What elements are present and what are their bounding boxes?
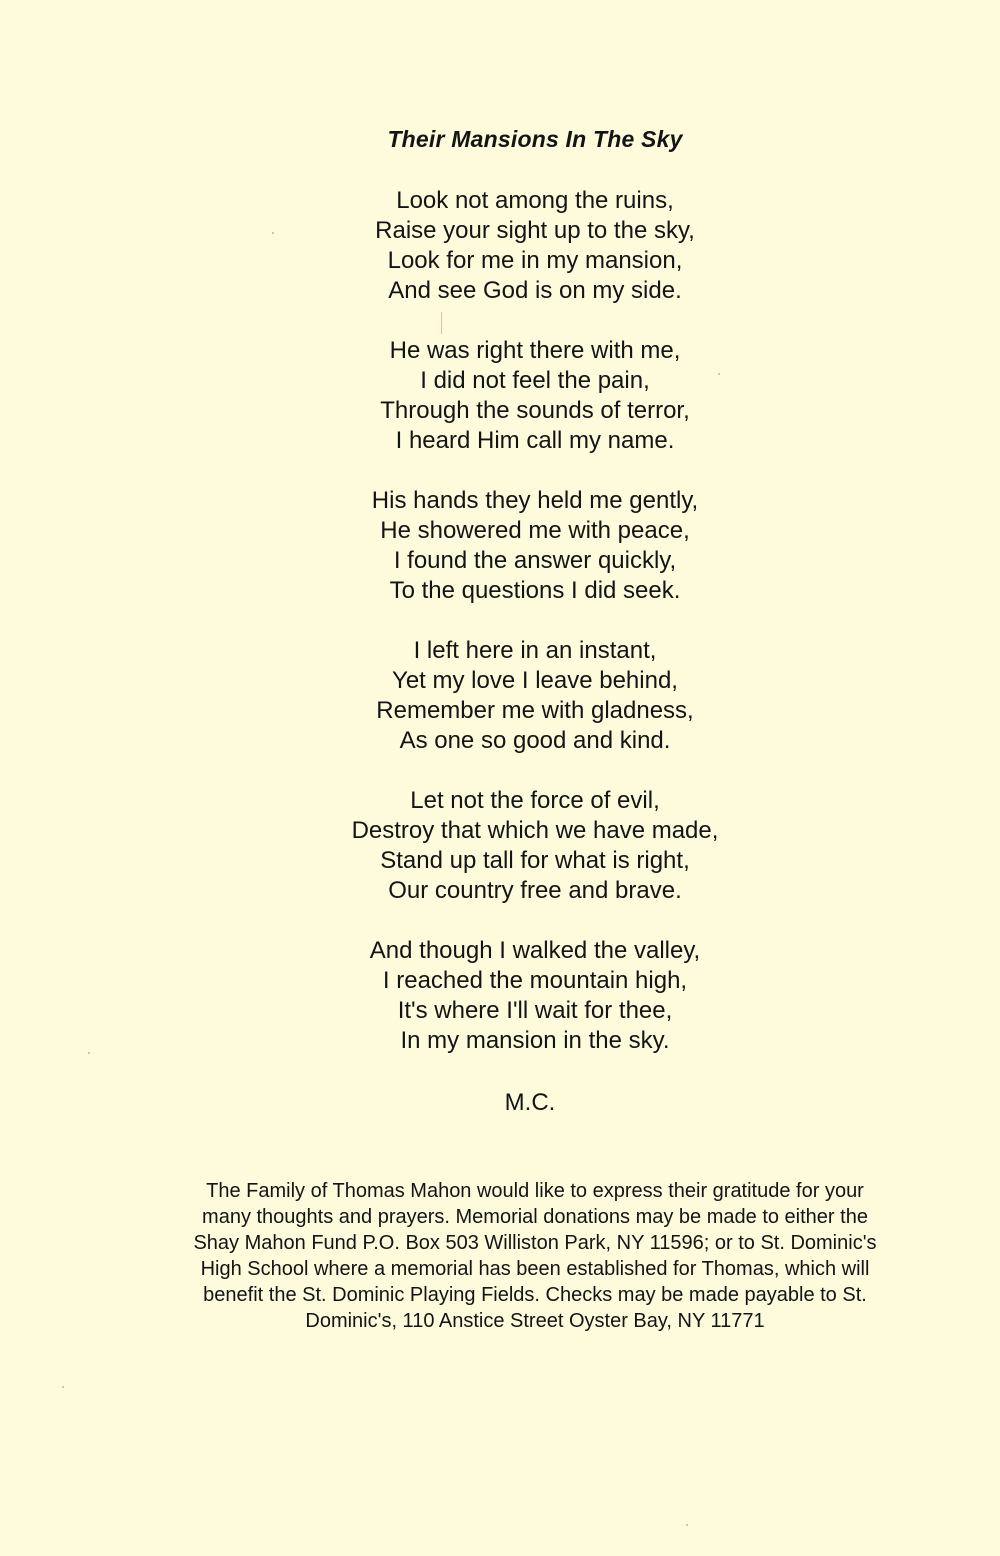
poem-line: I left here in an instant, [413, 637, 657, 664]
family-notice [100, 1178, 970, 1334]
poem-line: I did not feel the pain, [420, 367, 650, 394]
notice-line: High School where a memorial has been established for Thomas, which will [200, 1258, 870, 1280]
poem-line: Destroy that which we have made, [351, 817, 719, 844]
poem-stanza [0, 336, 1000, 456]
poem-stanza [0, 636, 1000, 756]
poem-line: Let not the force of evil, [410, 787, 660, 814]
poem-line: Look not among the ruins, [396, 187, 674, 214]
notice-line: The Family of Thomas Mahon would like to express their gratitude for your [206, 1180, 864, 1202]
paper-speck [62, 1386, 64, 1388]
notice-line: Shay Mahon Fund P.O. Box 503 Williston Park, NY 11596; or to St. Dominic's [193, 1232, 877, 1254]
poem-line: And though I walked the valley, [369, 937, 701, 964]
paper-speck [88, 1052, 90, 1054]
poem-stanza [0, 786, 1000, 906]
poem-line: He showered me with peace, [380, 517, 690, 544]
poem-line: I heard Him call my name. [395, 427, 675, 454]
poem-line: And see God is on my side. [388, 277, 682, 304]
pen-mark [441, 312, 442, 334]
poem-line: His hands they held me gently, [371, 487, 699, 514]
poem-line: Remember me with gladness, [376, 697, 694, 724]
poem-line: Stand up tall for what is right, [380, 847, 690, 874]
poem-line: Through the sounds of terror, [380, 397, 690, 424]
notice-line: many thoughts and prayers. Memorial donations may be made to either the [202, 1206, 868, 1228]
poem-stanza [0, 186, 1000, 306]
poem-stanza [0, 936, 1000, 1056]
poem-line: I found the answer quickly, [393, 547, 677, 574]
poem-title: Their Mansions In The Sky [387, 126, 683, 152]
poem-line: As one so good and kind. [399, 727, 671, 754]
poem-line: Yet my love I leave behind, [392, 667, 678, 694]
poem-body [0, 186, 1000, 1086]
notice-line: Dominic's, 110 Anstice Street Oyster Bay, NY 11771 [305, 1310, 765, 1332]
poem-line: It's where I'll wait for thee, [397, 997, 673, 1024]
poem-line: I reached the mountain high, [382, 967, 688, 994]
author-initials: M.C. [504, 1089, 556, 1116]
poem-line: In my mansion in the sky. [400, 1027, 670, 1054]
paper-speck [686, 1524, 688, 1526]
paper-speck [272, 232, 274, 234]
poem-stanza [0, 486, 1000, 606]
poem-line: Look for me in my mansion, [387, 247, 683, 274]
poem-line: He was right there with me, [389, 337, 681, 364]
poem-line: Our country free and brave. [388, 877, 682, 904]
poem-line: Raise your sight up to the sky, [375, 217, 695, 244]
paper-speck [718, 373, 720, 375]
poem-line: To the questions I did seek. [389, 577, 681, 604]
notice-line: benefit the St. Dominic Playing Fields. Checks may be made payable to St. [203, 1284, 867, 1306]
